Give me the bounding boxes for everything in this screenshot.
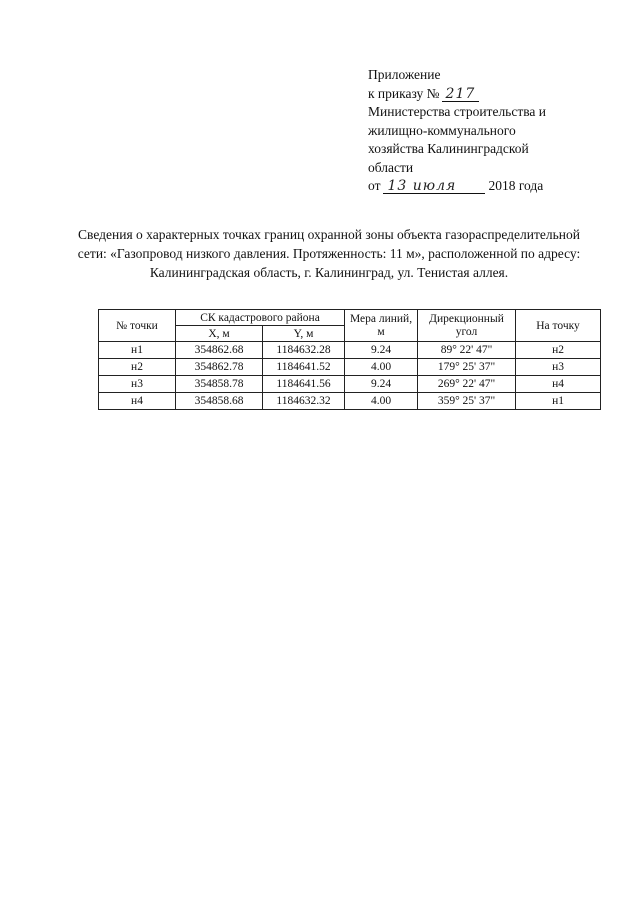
header-to-point: На точку [516, 310, 601, 342]
ministry-line-3: хозяйства Калининградской [368, 141, 529, 156]
date-prefix: от [368, 178, 381, 193]
cell-point: н3 [99, 376, 176, 393]
cell-bearing: 359° 25' 37" [418, 393, 516, 410]
cell-to-point: н2 [516, 342, 601, 359]
cell-bearing: 269° 22' 47" [418, 376, 516, 393]
cell-point: н1 [99, 342, 176, 359]
ministry-line-1: Министерства строительства и [368, 104, 547, 119]
cell-length: 9.24 [345, 342, 418, 359]
header-x: X, м [176, 326, 263, 342]
header-coord-system: СК кадастрового района [176, 310, 345, 326]
cell-bearing: 179° 25' 37" [418, 359, 516, 376]
table-row [99, 342, 601, 359]
table-row [99, 359, 601, 376]
order-number-line [368, 85, 618, 104]
ministry-line-2: жилищно-коммунального [368, 122, 516, 138]
date-suffix: 2018 года [488, 178, 544, 193]
header-point: № точки [99, 310, 176, 342]
cell-length: 9.24 [345, 376, 418, 393]
ministry-line-4: области [368, 159, 414, 175]
appendix-header [368, 66, 618, 196]
cell-x: 354862.68 [176, 342, 263, 359]
appendix-title: Приложение [368, 67, 441, 82]
cell-to-point: н3 [516, 359, 601, 376]
cell-bearing: 89° 22' 47" [418, 342, 516, 359]
cell-x: 354858.68 [176, 393, 263, 410]
header-y: Y, м [263, 326, 345, 342]
date-line [368, 177, 618, 196]
table-row [99, 376, 601, 393]
date-handwritten: 13 июля [383, 179, 485, 194]
order-number-handwritten: 217 [442, 87, 480, 102]
table-row [99, 393, 601, 410]
header-bearing: Дирекционный угол [418, 310, 516, 342]
cell-y: 1184632.28 [263, 342, 345, 359]
cell-point: н2 [99, 359, 176, 376]
cell-point: н4 [99, 393, 176, 410]
cell-to-point: н4 [516, 376, 601, 393]
header-length: Мера линий, м [345, 310, 418, 342]
cell-y: 1184641.52 [263, 359, 345, 376]
cell-length: 4.00 [345, 359, 418, 376]
cell-y: 1184632.32 [263, 393, 345, 410]
points-table [98, 309, 601, 410]
cell-x: 354858.78 [176, 376, 263, 393]
cell-x: 354862.78 [176, 359, 263, 376]
order-prefix: к приказу № [368, 85, 440, 101]
cell-length: 4.00 [345, 393, 418, 410]
cell-y: 1184641.56 [263, 376, 345, 393]
document-caption: Сведения о характерных точках границ охранной зоны объекта газораспределительной сети: «Газопровод низкого давления. Протяженность: 11 м», расположенной по адресу: Калининградская область, г. Калининград, ул. Тенистая аллея. [77, 227, 581, 280]
cell-to-point: н1 [516, 393, 601, 410]
